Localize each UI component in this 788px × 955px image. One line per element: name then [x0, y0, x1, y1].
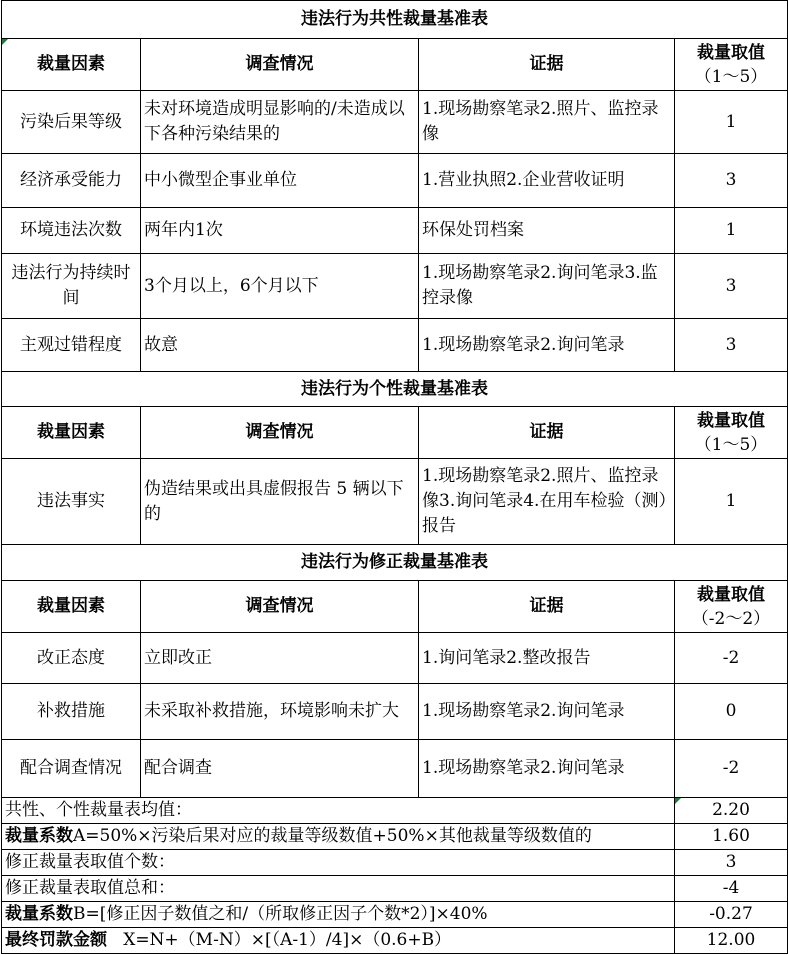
row-value: 3: [675, 154, 788, 208]
row-factor: 违法行为持续时间: [2, 254, 141, 319]
row-evidence: 1.询问笔录2.整改报告: [419, 633, 675, 684]
summary-row: [2, 798, 788, 824]
row-factor: 环境违法次数: [2, 208, 141, 254]
summary-label: [2, 876, 675, 902]
summary-row: [2, 928, 788, 954]
row-value: 3: [675, 319, 788, 372]
summary-label: [2, 850, 675, 876]
table-row: [2, 154, 788, 208]
row-investigation: 立即改正: [141, 633, 419, 684]
table-row: [2, 740, 788, 798]
summary-label: [2, 928, 675, 954]
row-investigation: 中小微型企事业单位: [141, 154, 419, 208]
summary-value: -0.27: [675, 902, 788, 928]
row-evidence: 1.现场勘察笔录2.询问笔录: [419, 684, 675, 740]
row-evidence: 环保处罚档案: [419, 208, 675, 254]
header-value-label: 裁量取值: [697, 584, 765, 605]
summary-label-text: X=N+（M-N）×[（A-1）/4]×（0.6+B）: [107, 930, 452, 950]
table-row: [2, 319, 788, 372]
summary-label: [2, 798, 675, 824]
header-value-range: （1～5）: [694, 66, 768, 87]
row-factor: 配合调查情况: [2, 740, 141, 798]
header-evidence: 证据: [419, 407, 675, 459]
summary-label: [2, 902, 675, 928]
row-value: -2: [675, 633, 788, 684]
table-row: [2, 91, 788, 154]
summary-row: [2, 824, 788, 850]
summary-row: [2, 902, 788, 928]
header-evidence: 证据: [419, 581, 675, 633]
common-table-title: 违法行为共性裁量基准表: [2, 1, 788, 39]
summary-label-bold: 裁量系数: [5, 826, 73, 846]
summary-row: [2, 850, 788, 876]
header-investigation: 调查情况: [141, 407, 419, 459]
summary-label-bold: 最终罚款金额: [5, 930, 107, 950]
individual-table-title: 违法行为个性裁量基准表: [2, 372, 788, 407]
header-evidence: 证据: [419, 39, 675, 91]
row-evidence: 1.现场勘察笔录2.询问笔录: [419, 740, 675, 798]
row-factor: 污染后果等级: [2, 91, 141, 154]
row-factor: 补救措施: [2, 684, 141, 740]
table-row: [2, 684, 788, 740]
summary-label-bold: 裁量系数: [5, 904, 73, 924]
summary-label-text: 共性、个性裁量表均值：: [5, 800, 192, 820]
header-value: [675, 407, 788, 459]
correction-table-title: 违法行为修正裁量基准表: [2, 545, 788, 581]
summary-value: -4: [675, 876, 788, 902]
header-value: [675, 581, 788, 633]
row-investigation: 配合调查: [141, 740, 419, 798]
header-value-label: 裁量取值: [697, 410, 765, 431]
row-investigation: 3个月以上，6个月以下: [141, 254, 419, 319]
row-factor: 经济承受能力: [2, 154, 141, 208]
header-factor: 裁量因素: [2, 407, 141, 459]
row-investigation: 两年内1次: [141, 208, 419, 254]
row-evidence: 1.现场勘察笔录2.照片、监控录像: [419, 91, 675, 154]
summary-value: 2.20: [675, 798, 788, 824]
row-value: 1: [675, 459, 788, 545]
row-investigation: 未对环境造成明显影响的/未造成以下各种污染结果的: [141, 91, 419, 154]
row-investigation: 故意: [141, 319, 419, 372]
row-value: -2: [675, 740, 788, 798]
summary-label-text: A=50%×污染后果对应的裁量等级数值+50%×其他裁量等级数值的: [73, 826, 592, 846]
summary-value: 12.00: [675, 928, 788, 954]
summary-value: 3: [675, 850, 788, 876]
row-value: 3: [675, 254, 788, 319]
table-row: [2, 459, 788, 545]
row-investigation: 未采取补救措施，环境影响未扩大: [141, 684, 419, 740]
table-row: [2, 254, 788, 319]
table-row: [2, 208, 788, 254]
header-value-range: （-2～2）: [691, 608, 771, 629]
row-evidence: 1.现场勘察笔录2.询问笔录: [419, 319, 675, 372]
header-value-range: （1～5）: [694, 434, 768, 455]
row-investigation: 伪造结果或出具虚假报告 5 辆以下的: [141, 459, 419, 545]
row-value: 1: [675, 208, 788, 254]
row-value: 1: [675, 91, 788, 154]
row-evidence: 1.现场勘察笔录2.询问笔录3.监控录像: [419, 254, 675, 319]
header-factor: 裁量因素: [2, 39, 141, 91]
summary-label-text: 修正裁量表取值个数：: [5, 852, 175, 872]
header-factor: 裁量因素: [2, 581, 141, 633]
summary-row: [2, 876, 788, 902]
summary-label: [2, 824, 675, 850]
header-investigation: 调查情况: [141, 581, 419, 633]
row-evidence: 1.现场勘察笔录2.照片、监控录像3.询问笔录4.在用车检验（测）报告: [419, 459, 675, 545]
row-evidence: 1.营业执照2.企业营收证明: [419, 154, 675, 208]
penalty-table: [1, 0, 788, 954]
summary-label-text: 修正裁量表取值总和：: [5, 878, 175, 898]
row-factor: 改正态度: [2, 633, 141, 684]
header-investigation: 调查情况: [141, 39, 419, 91]
row-value: 0: [675, 684, 788, 740]
row-factor: 违法事实: [2, 459, 141, 545]
table-row: [2, 633, 788, 684]
header-value-label: 裁量取值: [697, 42, 765, 63]
header-value: [675, 39, 788, 91]
summary-label-text: B=[修正因子数值之和/（所取修正因子个数*2）]×40%: [73, 904, 488, 924]
summary-value: 1.60: [675, 824, 788, 850]
row-factor: 主观过错程度: [2, 319, 141, 372]
